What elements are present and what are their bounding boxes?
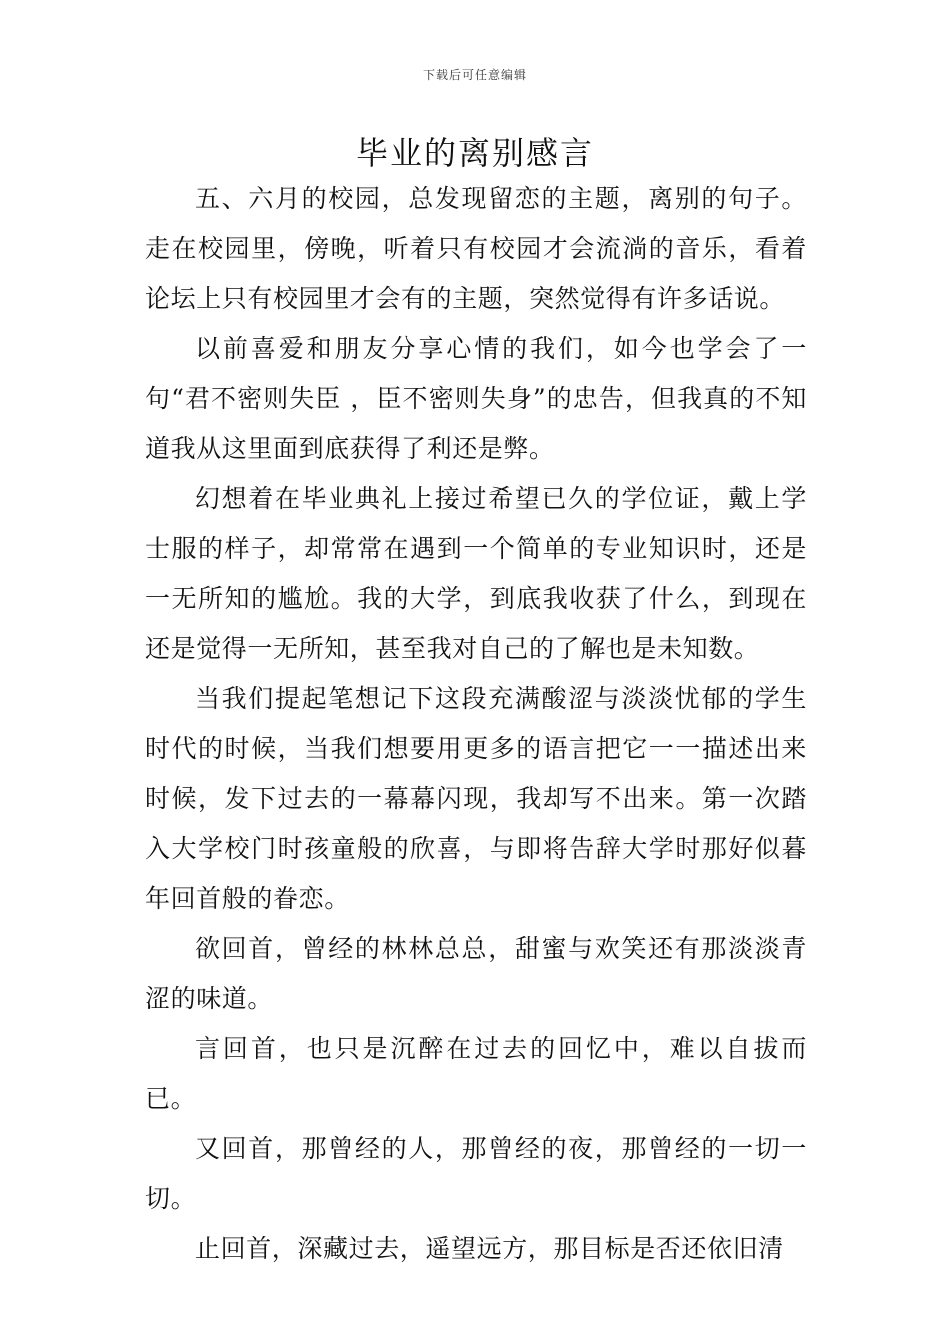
paragraph: 以前喜爱和朋友分享心情的我们，如今也学会了一句“君不密则失臣 ，臣不密则失身”的忠告，但我真的不知道我从这里面到底获得了利还是弊。 [145,334,807,463]
header-note: 下载后可任意编辑 [422,68,527,82]
paragraph: 止回首，深藏过去，遥望远方，那目标是否还依旧清 [195,1234,784,1263]
document-title: 毕业的离别感言 [355,134,594,172]
paragraph: 五、六月的校园，总发现留恋的主题，离别的句子。走在校园里，傍晚，听着只有校园才会流淌的音乐，看着论坛上只有校园里才会有的主题，突然觉得有许多话说。 [145,184,807,313]
paragraph: 言回首，也只是沉醉在过去的回忆中，难以自拔而已。 [145,1034,807,1113]
paragraph: 当我们提起笔想记下这段充满酸涩与淡淡忧郁的学生时代的时候，当我们想要用更多的语言把它一一描述出来时候，发下过去的一幕幕闪现，我却写不出来。第一次踏入大学校门时孩童般的欣喜，与即将告辞大学时那好似暮年回首般的眷恋。 [145,684,807,913]
paragraph: 欲回首，曾经的林林总总，甜蜜与欢笑还有那淡淡青涩的味道。 [145,934,807,1013]
paragraph: 又回首，那曾经的人，那曾经的夜，那曾经的一切一切。 [145,1134,807,1213]
document-body [145,174,807,1274]
paragraph: 幻想着在毕业典礼上接过希望已久的学位证，戴上学士服的样子，却常常在遇到一个简单的专业知识时，还是一无所知的尴尬。我的大学，到底我收获了什么，到现在还是觉得一无所知，甚至我对自己的了解也是未知数。 [145,484,807,663]
